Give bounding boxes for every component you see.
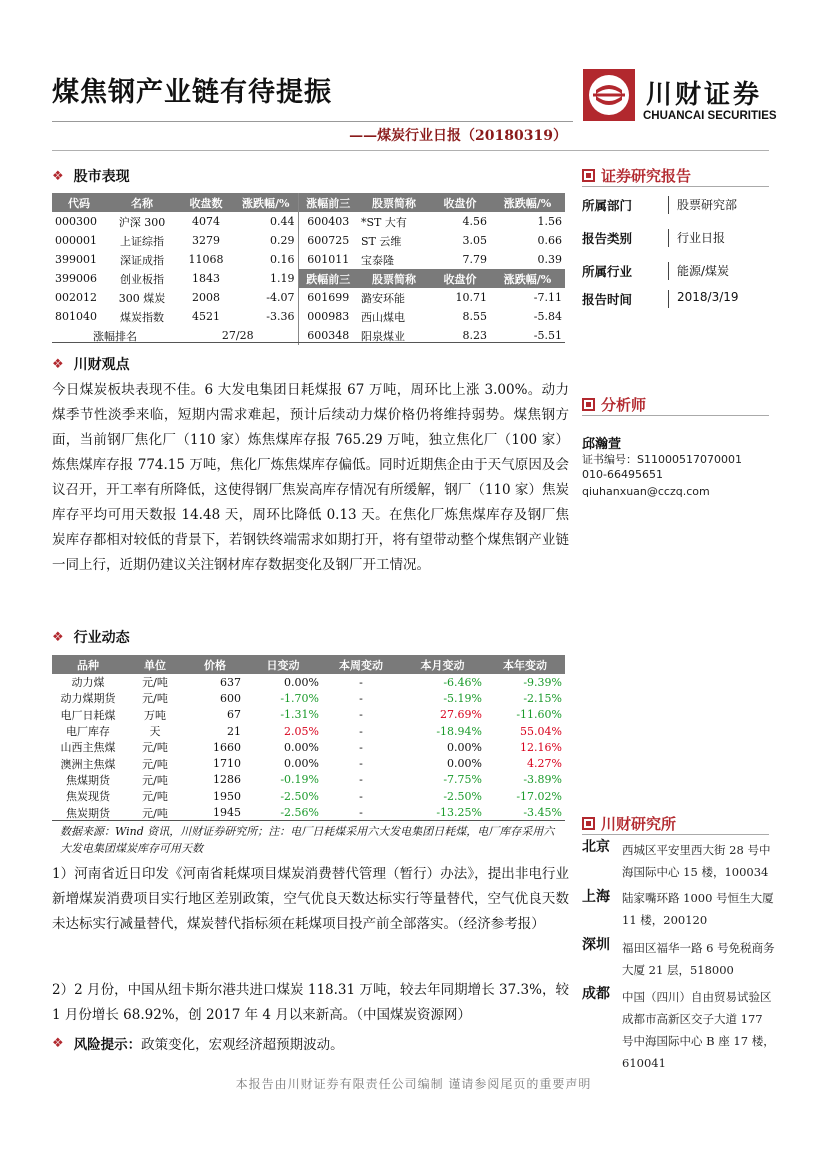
industry-heading: ❖ 行业动态 — [52, 629, 130, 646]
news-item-2: 2）2 月份，中国从纽卡斯尔港共进口煤炭 118.31 万吨，较去年同期增长 37.3%，较 1 月份增长 68.92%，创 2017 年 4 月以来新高。（中国煤炭资源网） — [52, 982, 569, 1023]
table-cell: - — [359, 675, 363, 689]
table-cell: -6.46% — [443, 675, 482, 689]
table-cell: 0.00% — [284, 675, 319, 689]
table-cell: -11.60% — [516, 708, 562, 722]
sidebar-divider — [582, 186, 769, 187]
table-cell: 天 — [149, 725, 161, 739]
industry-table — [52, 655, 565, 821]
table-cell: - — [359, 740, 363, 754]
table-cell: - — [359, 691, 363, 705]
table-cell: 1710 — [213, 757, 241, 771]
table-cell: - — [359, 806, 363, 820]
analyst-name: 邱瀚萱 — [582, 437, 622, 452]
table-cell: -1.31% — [280, 708, 319, 722]
table-row: 涨幅排名 27/28 600348 阳泉煤业 8.23 -5.51 — [52, 326, 565, 345]
analyst-phone: 010-66495651 — [582, 468, 663, 481]
sidebar-divider — [582, 834, 769, 835]
table-row — [52, 755, 565, 771]
table-cell: 12.16% — [520, 740, 562, 754]
table-cell: 55.04% — [520, 724, 562, 738]
table-cell: -2.50% — [280, 789, 319, 803]
chuancai-logo-icon — [582, 68, 636, 122]
view-heading: ❖ 川财观点 — [52, 356, 130, 373]
table-cell: 4.27% — [527, 757, 562, 771]
analyst-heading: 分析师 — [582, 394, 646, 415]
diamond-bullet-icon: ❖ — [52, 629, 64, 645]
table-row: 000001 上证综指 3279 0.29 600725 ST 云维 3.05 0.66 — [52, 231, 565, 250]
news-item-1: 1）河南省近日印发《河南省耗煤项目煤炭消费替代管理（暂行）办法》，提出非电行业新增煤炭消费项目实行地区差别政策，空气优良天数达标实行等量替代，空气优良天数未达标实行减量替代，煤炭替代指标须在耗煤项目投产前全部落实。（经济参考报） — [52, 866, 569, 932]
table-row — [52, 739, 565, 755]
table-cell: -17.02% — [516, 789, 562, 803]
section-marker-icon — [582, 398, 595, 411]
table-cell: 元/吨 — [142, 741, 168, 755]
table-row: 399006 创业板指 1843 1.19 跌幅前三 股票简称 收盘价 涨跌幅/% — [52, 269, 565, 288]
table-cell: 焦炭现货 — [66, 790, 110, 804]
table-cell: 0.00% — [284, 757, 319, 771]
table-row: 000300 沪深 300 4074 0.44 600403 *ST 大有 4.56 1.56 — [52, 212, 565, 231]
table-cell: 元/吨 — [142, 757, 168, 771]
company-logo — [582, 68, 777, 128]
table-cell: -0.19% — [280, 773, 319, 787]
table-cell: 0.00% — [447, 740, 482, 754]
table-cell: 27.69% — [440, 708, 482, 722]
table-cell: -2.15% — [523, 691, 562, 705]
sidebar-divider — [582, 415, 769, 416]
table-cell: 元/吨 — [142, 790, 168, 804]
industry-table-body — [52, 674, 565, 821]
table-cell: - — [359, 708, 363, 722]
page-title: 煤焦钢产业链有待提振 — [52, 77, 332, 108]
table-row — [52, 690, 565, 706]
table-cell: -7.75% — [443, 773, 482, 787]
table-cell: 600 — [220, 691, 241, 705]
report-subtitle: ——煤炭行业日报（20180319） — [349, 128, 567, 144]
info-row-category: 报告类别 行业日报 — [582, 231, 726, 246]
office-city: 深圳 — [582, 937, 610, 953]
table-row: 002012 300 煤炭 2008 -4.07 601699 潞安环能 10.71 -7.11 — [52, 288, 565, 307]
risk-label: 风险提示： — [73, 1037, 142, 1053]
table-cell: - — [359, 724, 363, 738]
table-cell: 67 — [227, 708, 241, 722]
section-marker-icon — [582, 169, 595, 182]
table-cell: 元/吨 — [142, 806, 168, 820]
info-row-industry: 所属行业 能源/煤炭 — [582, 264, 730, 279]
analyst-certificate: 证书编号：S1100051707000​1 — [582, 453, 742, 466]
table-row — [52, 674, 565, 690]
info-row-date: 报告时间 2018/3/19 — [582, 290, 739, 307]
table-row — [52, 788, 565, 804]
table-row — [52, 804, 565, 820]
industry-table-header: 品种 单位 价格 日变动 本周变动 本月变动 本年变动 — [52, 655, 565, 674]
market-table-header: 代码 名称 收盘数 涨跌幅/% 涨幅前三 股票简称 收盘价 涨跌幅/% — [52, 193, 565, 212]
table-cell: -1.70% — [280, 691, 319, 705]
office-city: 上海 — [582, 889, 610, 905]
table-cell: 元/吨 — [142, 692, 168, 706]
table-cell: 电厂日耗煤 — [60, 708, 116, 722]
table-cell: -2.56% — [280, 806, 319, 820]
logo-english-name: CHUANCAI SECURITIES — [643, 110, 777, 122]
institute-heading: 川财研究所 — [582, 813, 676, 834]
table-cell: 澳洲主焦煤 — [60, 757, 116, 771]
office-address: 陆家嘴环路 1000 号恒生大厦 11 楼，200120 — [622, 891, 774, 927]
table-cell: -18.94% — [436, 724, 482, 738]
view-paragraph: 今日煤炭板块表现不佳。6 大发电集团日耗煤报 67 万吨，周环比上涨 3.00%。动力煤季节性淡季来临，短期内需求难起，预计后续动力煤价格仍将维持弱势。煤焦钢方面，当前钢厂焦化厂（110 家）炼焦煤库存报 765.29 万吨，独立焦化厂（100 家）炼焦煤库存报 774.15 万吨，焦化厂炼焦煤库存偏低。同时近期焦企由于天气原因及会议召开，开工率有所降低，这使得钢厂焦炭高库存情况有所缓解，钢厂（110 家）焦炭库存平均可用天数报 14.48 天，周环比降低 0.13 天。在焦化厂炼焦煤库存及钢厂焦炭库存都相对较低的背景下，若钢铁终端需求如期打开，将有望带动整个煤焦钢产业链一同上行，近期仍建议关注钢材库存数据变化及钢厂开工情况。 — [52, 382, 569, 573]
risk-warning — [52, 1033, 344, 1053]
market-table — [52, 193, 565, 345]
diamond-bullet-icon: ❖ — [52, 1035, 64, 1051]
report-heading: 证券研究报告 — [582, 165, 691, 186]
table-row: 801040 煤炭指数 4521 -3.36 000983 西山煤电 8.55 -5.84 — [52, 307, 565, 326]
table-cell: 焦炭期货 — [66, 806, 110, 820]
analyst-email[interactable]: qiuhanxuan@cczq.com — [582, 485, 710, 498]
table-cell: 0.00% — [284, 740, 319, 754]
table-cell: 焦煤期货 — [66, 773, 110, 787]
table-cell: -3.45% — [523, 806, 562, 820]
table-cell: -3.89% — [523, 773, 562, 787]
table-cell: 1660 — [213, 740, 241, 754]
table-cell: 21 — [227, 724, 241, 738]
table-cell: 山西主焦煤 — [60, 741, 116, 755]
page-footer: 本报告由川财证券有限责任公司编制 谨请参阅尾页的重要声明 — [235, 1077, 592, 1091]
office-address: 西城区平安里西大街 28 号中海国际中心 15 楼，100034 — [622, 843, 771, 879]
table-cell: -5.19% — [443, 691, 482, 705]
office-city: 成都 — [582, 986, 610, 1002]
table-cell: 1945 — [213, 806, 241, 820]
office-city: 北京 — [582, 839, 610, 855]
logo-chinese-name: 川财证券 — [646, 80, 763, 110]
market-table-bottom-rule — [52, 342, 565, 343]
table-cell: 0.00% — [447, 757, 482, 771]
table-cell: -13.25% — [436, 806, 482, 820]
table-cell: -9.39% — [523, 675, 562, 689]
section-marker-icon — [582, 817, 595, 830]
market-heading: ❖ 股市表现 — [52, 168, 130, 185]
table-cell: - — [359, 773, 363, 787]
table-cell: 动力煤 — [71, 676, 105, 690]
diamond-bullet-icon: ❖ — [52, 168, 64, 184]
table-cell: - — [359, 789, 363, 803]
table-cell: 2.05% — [284, 724, 319, 738]
table-cell: - — [359, 757, 363, 771]
table-row — [52, 723, 565, 739]
table-cell: 1950 — [213, 789, 241, 803]
table-cell: -2.50% — [443, 789, 482, 803]
diamond-bullet-icon: ❖ — [52, 356, 64, 372]
table-row — [52, 707, 565, 723]
table-row: 399001 深证成指 11068 0.16 601011 宝泰隆 7.79 0.39 — [52, 250, 565, 269]
table-cell: 元/吨 — [142, 676, 168, 690]
risk-text: 政策变化，宏观经济超预期波动。 — [141, 1037, 344, 1053]
header-divider-2 — [52, 150, 769, 151]
table-row — [52, 772, 565, 788]
table-cell: 动力煤期货 — [60, 692, 116, 706]
table-cell: 637 — [220, 675, 241, 689]
info-row-department: 所属部门 股票研究部 — [582, 198, 738, 213]
industry-table-bottom-rule — [52, 820, 565, 821]
table-cell: 电厂库存 — [66, 725, 110, 739]
office-address: 中国（四川）自由贸易试验区成都市高新区交子大道 177 号中海国际中心 B 座 17 楼，610041 — [622, 990, 775, 1070]
table-cell: 1286 — [213, 773, 241, 787]
table-cell: 元/吨 — [142, 773, 168, 787]
data-source-note: 数据来源：Wind 资讯，川财证券研究所；注：电厂日耗煤采用六大发电集团日耗煤，电厂库存采用六大发电集团煤炭库存可用天数 — [60, 825, 555, 855]
table-cell: 万吨 — [144, 708, 166, 722]
header-divider — [52, 121, 573, 122]
office-address: 福田区福华一路 6 号免税商务大厦 21 层，518000 — [622, 941, 775, 977]
